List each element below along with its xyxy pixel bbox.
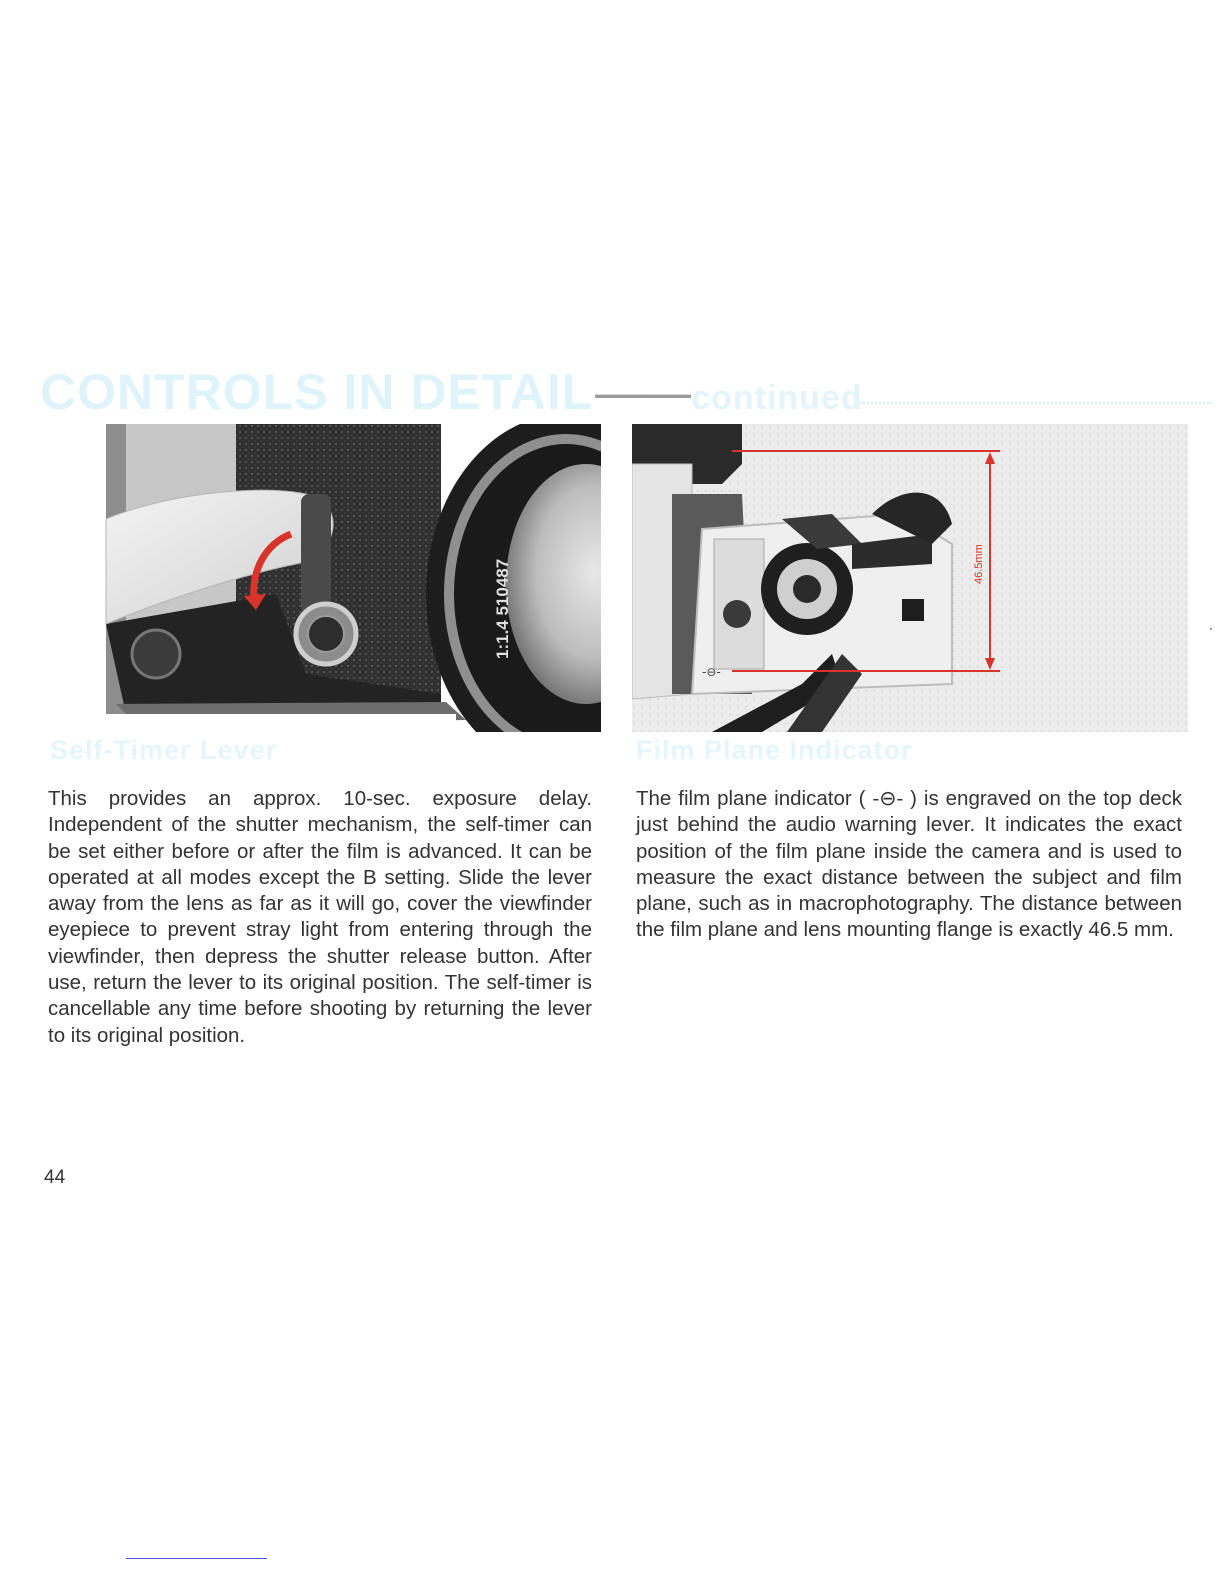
lens-engraving-text: 1:1.4 510487 (493, 558, 512, 659)
dimension-label: 46.5mm (973, 544, 985, 584)
film-plane-symbol: -⊖- (702, 665, 721, 679)
bottom-rule (126, 1558, 267, 1559)
page-number: 44 (44, 1167, 66, 1188)
title-dash: —— (595, 364, 688, 420)
self-timer-heading: Self-Timer Lever (50, 735, 278, 765)
self-timer-photo-illustration (46, 424, 601, 732)
self-timer-description: This provides an approx. 10-sec. exposure delay. Independent of the shutter mechanism, the self-timer can be set either before or after the film is advanced. It can be operated at all modes except the B setting. Slide the lever away from the lens as far as it will go, cover the viewfinder eyepiece to prevent stray light from entering through the viewfinder, then depress the shutter release button. After use, return the lever to its original position. The self-timer is cancellable any time before shooting by returning the lever to its original position. (48, 787, 592, 1047)
film-plane-description: The film plane indicator ( -⊖- ) is engraved on the top deck just behind the audio warning lever. It indicates the exact position of the film plane inside the camera and is used to measure the exact distance between the subject and film plane, such as in macrophotography. The distance between the film plane and lens mounting flange is exactly 46.5 mm. (636, 787, 1182, 942)
scan-speck (1210, 628, 1212, 630)
section-title-text: CONTROLS IN DETAIL (40, 364, 594, 420)
continued-label: continued (691, 379, 863, 417)
film-plane-photo-illustration (632, 424, 1188, 732)
header-dotted-rule (860, 402, 1212, 404)
film-plane-indicator-photo (632, 424, 1188, 732)
self-timer-lever-photo (46, 424, 601, 732)
film-plane-heading: Film Plane Indicator (636, 735, 913, 765)
section-title (40, 362, 863, 428)
page-header (40, 362, 1212, 422)
